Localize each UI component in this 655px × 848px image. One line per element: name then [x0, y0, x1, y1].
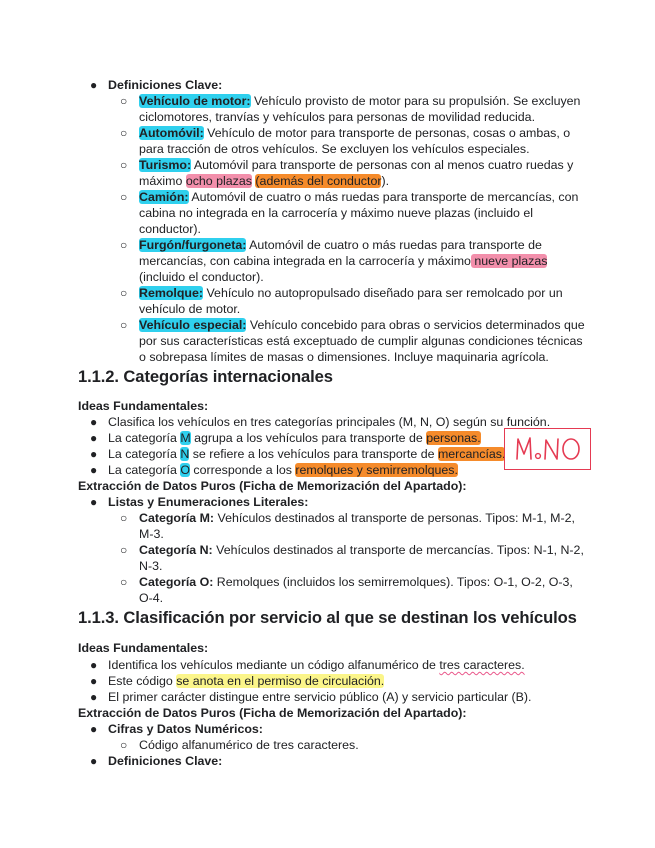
highlight-orange: mercancías. [437, 447, 506, 461]
highlight-cyan: N [180, 447, 190, 461]
bullet-icon: ● [90, 415, 98, 429]
bullet-icon: ● [90, 658, 98, 672]
bullet-icon: ● [90, 447, 98, 461]
highlight-cyan: M [180, 431, 191, 445]
bullet-icon: ● [90, 78, 98, 92]
category-item-cont: M-3. [139, 527, 164, 541]
definition-item-cont: conductor). [139, 222, 201, 236]
idea-item: La categoría N se refiere a los vehículos para transporte de mercancías. [108, 447, 506, 461]
sub-bullet-icon: ○ [120, 190, 128, 204]
sub-bullet-icon: ○ [120, 543, 128, 557]
definition-item-cont: o sobrepasa límites de masas o dimensiones. Incluye maquinaria agrícola. [139, 350, 549, 364]
definition-item-cont: vehículo de motor. [139, 302, 241, 316]
sub-bullet-icon: ○ [120, 158, 128, 172]
highlight-orange: remolques y semirremolques. [295, 463, 458, 477]
highlight-orange: (además del conductor [255, 174, 382, 188]
term-highlight: Vehículo de motor: [139, 94, 251, 108]
definition-item-cont: mercancías, con cabina integrada en la carrocería y máximo nueve plazas [139, 254, 548, 268]
handwriting-ink [505, 429, 589, 468]
bullet-icon: ● [90, 431, 98, 445]
definition-item: Vehículo especial: Vehículo concebido para obras o servicios determinados que [139, 318, 585, 332]
term-highlight: Furgón/furgoneta: [139, 238, 247, 252]
section-title: 1.1.2. Categorías internacionales [78, 367, 333, 386]
highlight-orange: personas. [426, 431, 481, 445]
definition-item: Turismo: Automóvil para transporte de personas con al menos cuatro ruedas y [139, 158, 574, 172]
category-item: Categoría O: Remolques (incluidos los semirremolques). Tipos: O-1, O-2, O-3, [139, 575, 573, 589]
idea-item: El primer carácter distingue entre servicio público (A) y servicio particular (B). [108, 690, 532, 704]
sub-bullet-icon: ○ [120, 318, 128, 332]
idea-item: Identifica los vehículos mediante un código alfanumérico de tres caracteres. [108, 658, 525, 672]
cifra-item: Código alfanumérico de tres caracteres. [139, 738, 359, 752]
idea-item: La categoría O corresponde a los remolques y semirremolques. [108, 463, 458, 477]
ideas-heading: Ideas Fundamentales: [78, 641, 209, 655]
idea-item: Este código se anota en el permiso de circulación. [108, 674, 385, 688]
highlight-pink: nueve plazas [470, 254, 548, 268]
category-item-cont: N-3. [139, 559, 163, 573]
category-item: Categoría M: Vehículos destinados al transporte de personas. Tipos: M-1, M-2, [139, 511, 575, 525]
sub-bullet-icon: ○ [120, 126, 128, 140]
extract-heading: Extracción de Datos Puros (Ficha de Memorización del Apartado): [78, 706, 467, 720]
definition-item: Automóvil: Vehículo de motor para transporte de personas, cosas o ambas, o [139, 126, 571, 140]
term-highlight: Automóvil: [139, 126, 204, 140]
definition-item: Camión: Automóvil de cuatro o más ruedas para transporte de mercancías, con [139, 190, 579, 204]
definition-item: Furgón/furgoneta: Automóvil de cuatro o más ruedas para transporte de [139, 238, 542, 252]
definition-item-cont: por sus características está exceptuado de cumplir algunas condiciones técnicas [139, 334, 583, 348]
category-item: Categoría N: Vehículos destinados al transporte de mercancías. Tipos: N-1, N-2, [139, 543, 584, 557]
category-item-cont: O-4. [139, 591, 164, 605]
definition-item: Vehículo de motor: Vehículo provisto de motor para su propulsión. Se excluyen [139, 94, 581, 108]
section-title: 1.1.3. Clasificación por servicio al que se destinan los vehículos [78, 608, 577, 627]
sub-bullet-icon: ○ [120, 575, 128, 589]
cifras-heading: Cifras y Datos Numéricos: [108, 722, 263, 736]
ideas-heading: Ideas Fundamentales: [78, 399, 209, 413]
term-highlight: Turismo: [139, 158, 192, 172]
sub-bullet-icon: ○ [120, 286, 128, 300]
definition-item-cont: cabina no integrada en la carrocería y máximo nueve plazas (incluido el [139, 206, 533, 220]
bullet-icon: ● [90, 754, 98, 768]
underline-pink: tres caracteres. [439, 658, 525, 672]
highlight-cyan: O [180, 463, 190, 477]
bullet-icon: ● [90, 722, 98, 736]
extract-heading: Extracción de Datos Puros (Ficha de Memorización del Apartado): [78, 479, 467, 493]
term-highlight: Vehículo especial: [139, 318, 247, 332]
term-highlight: Remolque: [139, 286, 204, 300]
idea-item: La categoría M agrupa a los vehículos para transporte de personas. [108, 431, 481, 445]
definition-item: Remolque: Vehículo no autopropulsado diseñado para ser remolcado por un [139, 286, 563, 300]
definition-item-cont: para tracción de otros vehículos. Se excluyen los vehículos especiales. [139, 142, 530, 156]
bullet-icon: ● [90, 463, 98, 477]
bullet-icon: ● [90, 495, 98, 509]
sub-bullet-icon: ○ [120, 511, 128, 525]
definitions-heading: Definiciones Clave: [108, 78, 223, 92]
sub-bullet-icon: ○ [120, 738, 128, 752]
bullet-icon: ● [90, 674, 98, 688]
list-heading: Listas y Enumeraciones Literales: [108, 495, 309, 509]
sub-bullet-icon: ○ [120, 94, 128, 108]
definition-item-cont: (incluido el conductor). [139, 270, 264, 284]
term-highlight: Camión: [139, 190, 189, 204]
bullet-icon: ● [90, 690, 98, 704]
definitions-heading: Definiciones Clave: [108, 754, 223, 768]
sub-bullet-icon: ○ [120, 238, 128, 252]
highlight-pink: ocho plazas [185, 174, 252, 188]
definition-item-cont: máximo ocho plazas (además del conductor). [139, 174, 390, 188]
handwritten-annotation [504, 428, 591, 470]
idea-item: Clasifica los vehículos en tres categorías principales (M, N, O) según su función. [108, 415, 551, 429]
highlight-yellow: se anota en el permiso de circulación. [176, 674, 385, 688]
definition-item-cont: ciclomotores, tranvías y vehículos para personas de movilidad reducida. [139, 110, 536, 124]
